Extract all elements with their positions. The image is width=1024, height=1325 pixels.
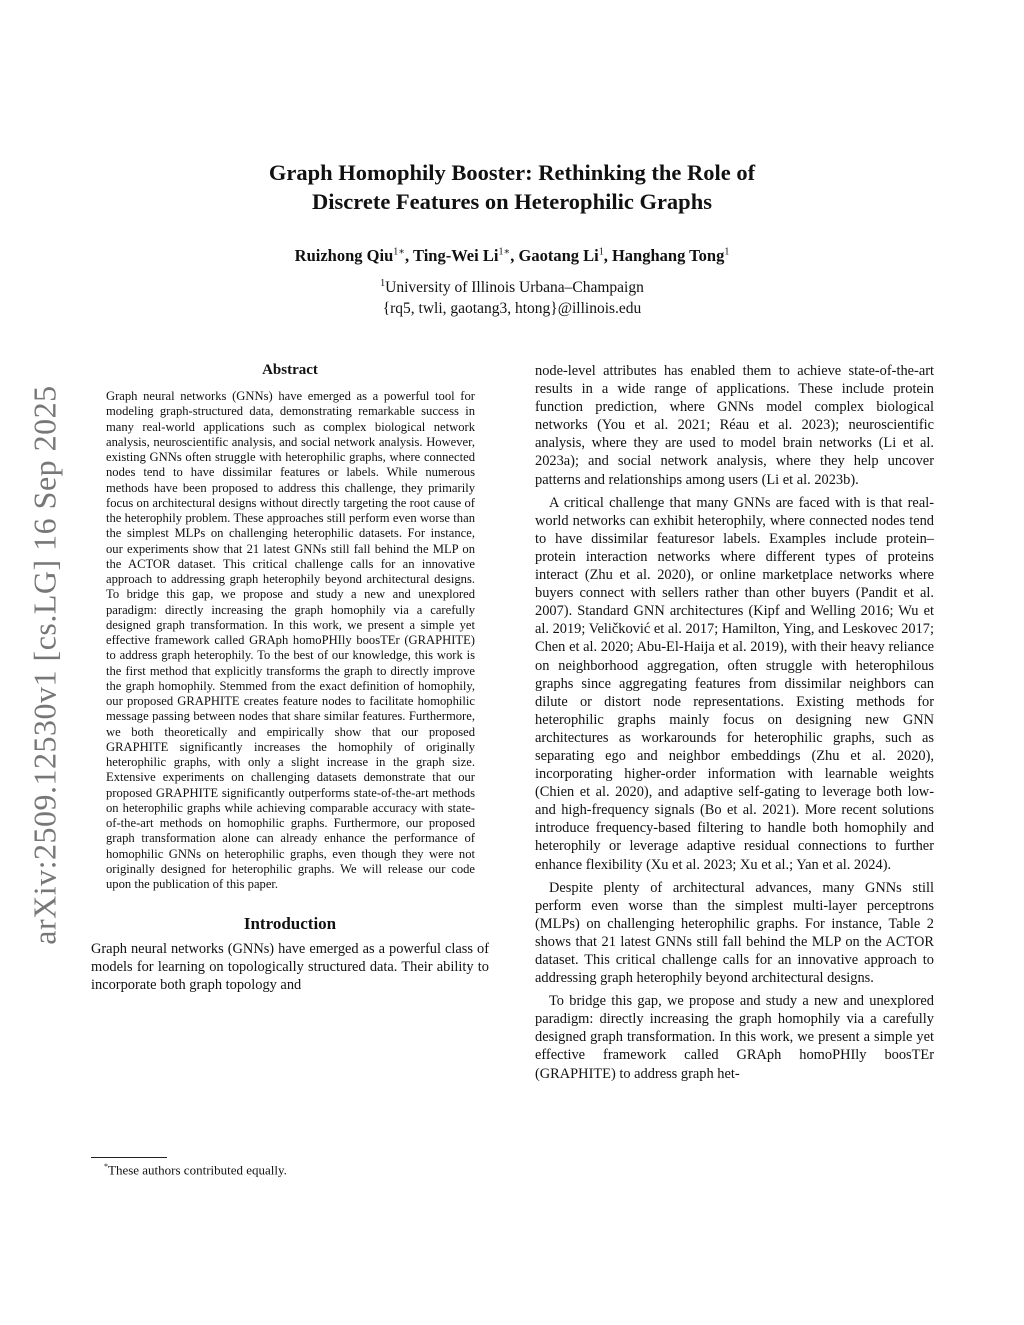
affiliation-text: University of Illinois Urbana–Champaign — [385, 279, 644, 297]
introduction-heading: Introduction — [243, 914, 337, 934]
author-list: Ruizhong Qiu$^{1∗}$, Ting-Wei $Li^{1∗}$, Gaotang Li$^1$, Hanghang Tong$^1$ — [294, 246, 730, 265]
arxiv-identifier-text: arXiv:2509.12530v1 [cs.LG] 16 Sep 2025 — [26, 385, 63, 945]
author-name: Ruizhong Qiu — [294, 246, 394, 265]
footnote-mark: * — [104, 1162, 108, 1171]
body-paragraph: Despite plenty of architectural advances, many GNNs still perform even worse than the simplest multi-layer perceptrons (MLPs) on challenging heterophilic graphs. For instance, Table 2 shows that 21 latest GNNs still fall behind the MLP on the ACTOR dataset. This critical challenge calls for an innovative approach to addressing graph heterophily beyond architectural designs. — [535, 879, 934, 987]
author-superscript: 1 — [598, 246, 604, 258]
right-column — [535, 362, 934, 1088]
affiliation — [0, 273, 1024, 298]
paper-title — [0, 158, 1024, 216]
title-line-1: Graph Homophily Booster: Rethinking the Role of — [268, 160, 756, 185]
body-paragraph: node-level attributes has enabled them to achieve state-of-the-art results in a wide range of applications. These include protein function prediction, where GNNs model complex biological networks (You et al. 2021; Réau et al. 2023); neuroscientific analysis, where they are used to model brain networks (Li et al. 2023a); and social network analysis, where they help uncover patterns and relationships among users (Li et al. 2023b). — [535, 363, 934, 488]
introduction-paragraph: Graph neural networks (GNNs) have emerged as a powerful class of models for learning on topologically structured data. Their ability to incorporate both graph topology and — [91, 941, 489, 994]
arxiv-identifier-stamp — [22, 370, 68, 960]
body-paragraph: To bridge this gap, we propose and study a new and unexplored paradigm: directly increasing the graph homophily via a carefully designed graph transformation. In this work, we present a simple yet effective framework called GRAph homoPHIly boosTEr (GRAPHITE) to address graph het- — [535, 993, 934, 1082]
author-emails: {rq5, twli, gaotang3, htong}@illinois.edu — [382, 300, 642, 318]
title-line-2: Discrete Features on Heterophilic Graphs — [312, 189, 712, 214]
author-superscript: 1∗ — [498, 246, 511, 258]
body-paragraph: A critical challenge that many GNNs are faced with is that real-world networks can exhibit heterophily, where connected nodes tend to have dissimilar featuresor labels. Examples include protein–protein interaction networks where different types of proteins interact (Zhu et al. 2020), or online marketplace networks where buyers connect with sellers rather than other buyers (Pandit et al. 2007). Standard GNN architectures (Kipf and Welling 2016; Wu et al. 2019; Veličković et al. 2017; Hamilton, Ying, and Leskovec 2017; Chen et al. 2020; Abu-El-Haija et al. 2019), with their heavy reliance on neighborhood aggregation, often struggle with heterophilous graphs since aggregating features from dissimilar neighbors can dilute or distort node representations. Existing methods for heterophilic graphs mainly focus on designing new GNN architectures as workarounds for heterophilic graphs, such as separating ego and neighbor embeddings (Zhu et al. 2020), incorporating higher-order information with learnable weights (Chien et al. 2020), and adaptive self-gating to leverage both low- and high-frequency signals (Bo et al. 2021). More recent solutions introduce frequency-based filtering to handle both homophily and heterophily or leverage adaptive residual connections to further enhance flexibility (Xu et al. 2023; Xu et al.; Yan et al. 2024). — [535, 494, 934, 873]
paper-header — [0, 158, 1024, 319]
author-name: Ting-Wei Li — [413, 246, 499, 265]
affiliation-superscript: 1 — [380, 278, 386, 289]
author-superscript: 1∗ — [393, 246, 406, 258]
author-name: Hanghang Tong — [611, 246, 725, 265]
abstract-heading: Abstract — [262, 362, 318, 378]
author-name: Gaotang Li — [518, 246, 599, 265]
footnote-rule — [91, 1157, 167, 1158]
left-column — [91, 362, 489, 995]
author-superscript: 1 — [724, 246, 730, 258]
abstract-body: Graph neural networks (GNNs) have emerged as a powerful tool for modeling graph-structured data, demonstrating remarkable success in many real-world applications such as complex biological network analysis, neuroscientific analysis, and social network analysis. However, existing GNNs often struggle with heterophilic graphs, where connected nodes tend to have dissimilar features or labels. While numerous methods have been proposed to address this challenge, they primarily focus on architectural designs without directly targeting the root cause of the heterophily problem. These approaches still perform even worse than the simplest MLPs on challenging heterophilic datasets. For instance, our experiments show that 21 latest GNNs still fall behind the MLP on the ACTOR dataset. This critical challenge calls for an innovative approach to addressing graph heterophily beyond architectural designs. To bridge this gap, we propose and study a new and unexplored paradigm: directly increasing the graph homophily via a carefully designed graph transformation. In this work, we present a simple yet effective framework called GRAph homoPHIly boosTEr (GRAPHITE) to address graph heterophily. To the best of our knowledge, this work is the first method that explicitly transforms the graph to directly improve the graph homophily. Stemmed from the exact definition of homophily, our proposed GRAPHITE creates feature nodes to facilitate homophilic message passing between nodes that share similar features. Furthermore, we both theoretically and empirically show that our proposed GRAPHITE significantly increases the homophily of originally heterophilic graphs, with only a slight increase in the graph size. Extensive experiments on challenging datasets demonstrate that our proposed GRAPHITE significantly outperforms state-of-the-art methods on heterophilic graphs while achieving comparable accuracy with state-of-the-art methods on homophilic graphs. Furthermore, our proposed graph transformation alone can already enhance the performance of homophilic GNNs on heterophilic graphs, even though they were not originally designed for heterophilic graphs. We will release our code upon the publication of this paper. — [106, 389, 475, 891]
footnote — [104, 1162, 287, 1178]
footnote-text: These authors contributed equally. — [108, 1162, 287, 1178]
